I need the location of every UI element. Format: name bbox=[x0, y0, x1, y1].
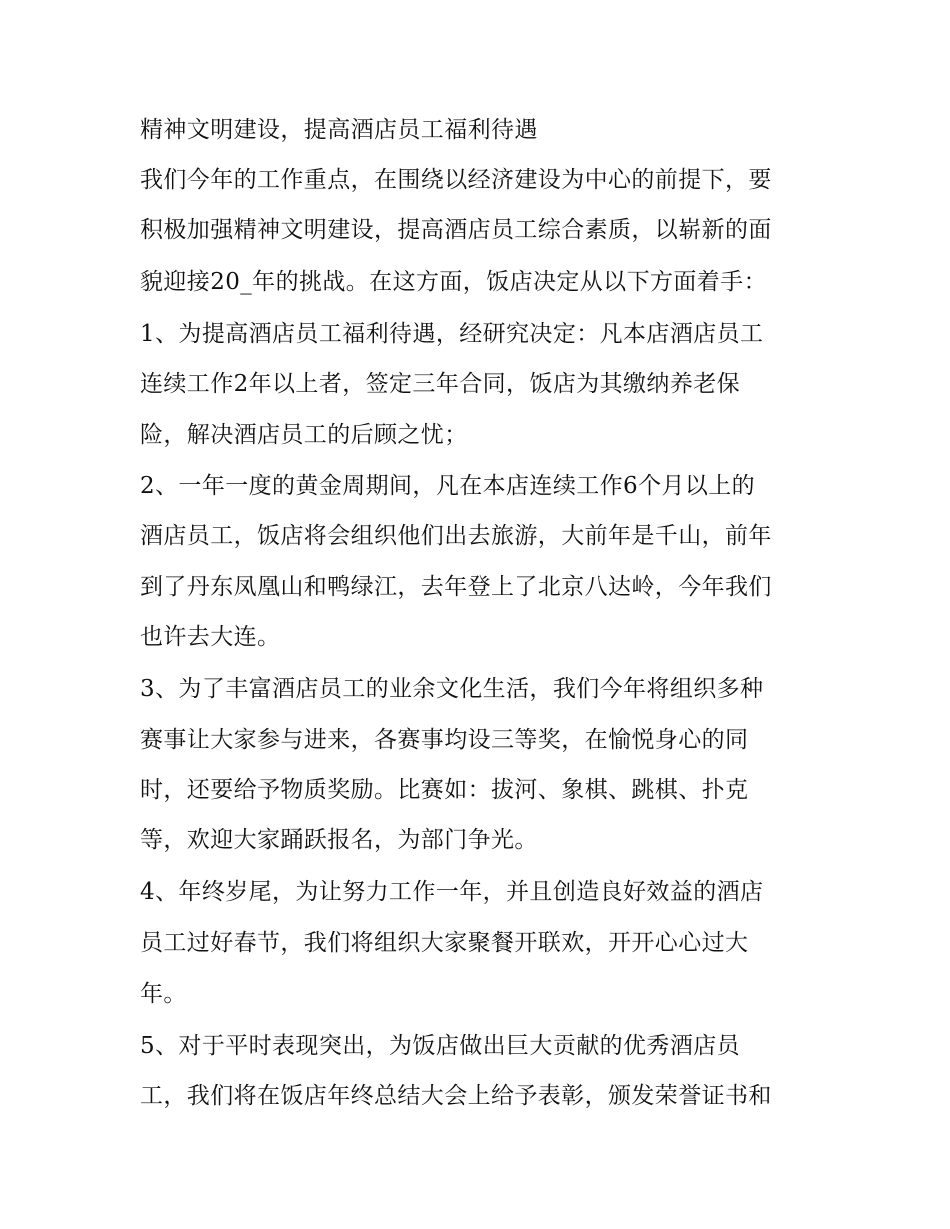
section-heading: 精神文明建设，提高酒店员工福利待遇 bbox=[140, 117, 538, 143]
text-line: 也许去大连。 bbox=[140, 624, 281, 650]
text-line: 到了丹东凤凰山和鸭绿江，去年登上了北京八达岭，今年我们 bbox=[140, 574, 772, 600]
text-line: 时，还要给予物质奖励。比赛如：拔河、象棋、跳棋、扑克 bbox=[140, 777, 749, 803]
list-item-2-line: 2、一年一度的黄金周期间，凡在本店连续工作6个月以上的 bbox=[140, 473, 756, 499]
text-line: 工，我们将在饭店年终总结大会上给予表彰，颁发荣誉证书和 bbox=[140, 1083, 772, 1109]
text-line: 员工过好春节，我们将组织大家聚餐开联欢，开开心心过大 bbox=[140, 930, 749, 956]
text-line: 等，欢迎大家踊跃报名，为部门争光。 bbox=[140, 827, 538, 853]
text-line: 貌迎接20_年的挑战。在这方面，饭店决定从以下方面着手： bbox=[140, 269, 767, 295]
list-item-1-line: 1、为提高酒店员工福利待遇，经研究决定：凡本店酒店员工 bbox=[140, 321, 764, 347]
list-item-5-line: 5、对于平时表现突出，为饭店做出巨大贡献的优秀酒店员 bbox=[140, 1033, 741, 1059]
text-line: 酒店员工，饭店将会组织他们出去旅游，大前年是千山，前年 bbox=[140, 523, 772, 549]
text-line: 我们今年的工作重点，在围绕以经济建设为中心的前提下，要 bbox=[140, 167, 772, 193]
list-item-4-line: 4、年终岁尾，为让努力工作一年，并且创造良好效益的酒店 bbox=[140, 879, 764, 905]
text-line: 连续工作2年以上者，签定三年合同，饭店为其缴纳养老保 bbox=[140, 371, 741, 397]
text-line: 赛事让大家参与进来，各赛事均设三等奖，在愉悦身心的同 bbox=[140, 727, 749, 753]
text-line: 险，解决酒店员工的后顾之忧； bbox=[140, 422, 468, 448]
list-item-3-line: 3、为了丰富酒店员工的业余文化生活，我们今年将组织多种 bbox=[140, 676, 764, 702]
text-line: 年。 bbox=[140, 981, 187, 1007]
text-line: 积极加强精神文明建设，提高酒店员工综合素质，以崭新的面 bbox=[140, 217, 772, 243]
